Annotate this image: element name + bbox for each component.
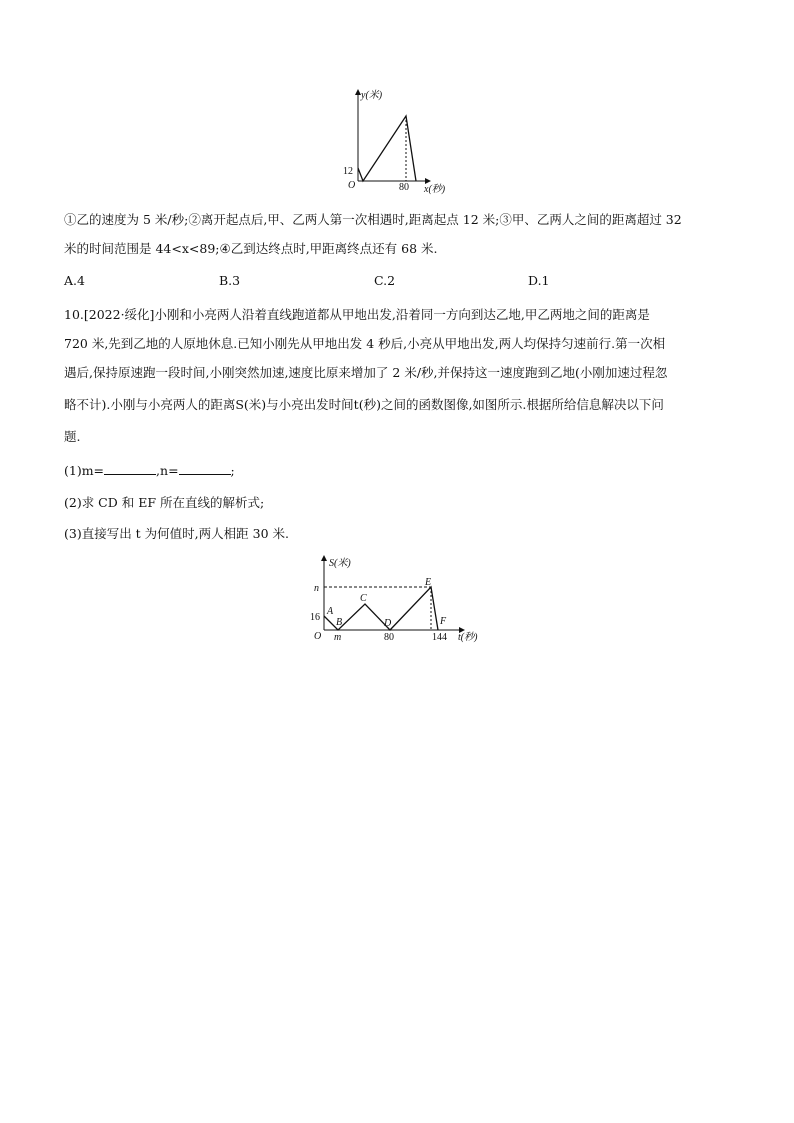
y-tick-n: n: [314, 583, 319, 594]
y-axis-label: y(米): [361, 90, 383, 101]
origin-label: O: [348, 180, 356, 191]
question-3: (3)直接写出 t 为何值时,两人相距 30 米.: [64, 526, 289, 541]
x-tick-m: m: [334, 632, 342, 643]
problem10-line-5: 题.: [64, 429, 81, 444]
point-a-label: A: [327, 606, 334, 617]
point-c-label: C: [360, 593, 367, 604]
question-1-prefix: (1)m=: [64, 463, 105, 478]
x-tick-80: 80: [384, 632, 394, 643]
problem10-line-3: 遇后,保持原速跑一段时间,小刚突然加速,速度比原来增加了 2 米/秒,并保持这一速度跑到乙地(小刚加速过程忽: [64, 365, 668, 380]
y-tick-16: 16: [310, 612, 320, 623]
question-2: (2)求 CD 和 EF 所在直线的解析式;: [64, 495, 265, 510]
option-a: A.4: [64, 273, 85, 288]
problem10-line-4: 略不计).小刚与小亮两人的距离S(米)与小亮出发时间t(秒)之间的函数图像,如图所示.根据所给信息解决以下问: [64, 397, 664, 412]
option-c: C.2: [374, 273, 396, 288]
statements-line-2: 米的时间范围是 44<x<89;④乙到达终点时,甲距离终点还有 68 米.: [64, 241, 438, 256]
origin-label: O: [314, 631, 322, 642]
x-axis-label: x(秒): [424, 184, 446, 195]
question-1-middle: ,n=: [156, 463, 179, 478]
x-axis-label: t(秒): [458, 632, 478, 643]
answer-blank-m[interactable]: [104, 462, 156, 475]
problem10-line-1: 10.[2022·绥化]小刚和小亮两人沿着直线跑道都从甲地出发,沿着同一方向到达乙地,甲乙两地之间的距离是: [64, 307, 650, 322]
distance-time-graph-2: [300, 552, 490, 644]
statements-line-1: ①乙的速度为 5 米/秒;②离开起点后,甲、乙两人第一次相遇时,距离起点 12 米;③甲、乙两人之间的距离超过 32: [64, 212, 682, 227]
distance-time-graph-1: [336, 84, 456, 196]
point-b-label: B: [336, 617, 343, 628]
problem10-line-2: 720 米,先到乙地的人原地休息.已知小刚先从甲地出发 4 秒后,小亮从甲地出发,两人均保持匀速前行.第一次相: [64, 336, 666, 351]
point-f-label: F: [440, 616, 447, 627]
question-1: [64, 462, 235, 480]
x-tick-label: 80: [399, 182, 409, 193]
graph-line: [358, 116, 416, 181]
y-tick-label: 12: [343, 166, 353, 177]
option-b: B.3: [219, 273, 241, 288]
answer-blank-n[interactable]: [179, 462, 231, 475]
point-e-label: E: [425, 577, 432, 588]
option-d: D.1: [528, 273, 550, 288]
x-tick-144: 144: [432, 632, 447, 643]
question-1-suffix: ;: [230, 463, 235, 478]
point-d-label: D: [384, 618, 392, 629]
y-axis-label: S(米): [329, 558, 351, 569]
